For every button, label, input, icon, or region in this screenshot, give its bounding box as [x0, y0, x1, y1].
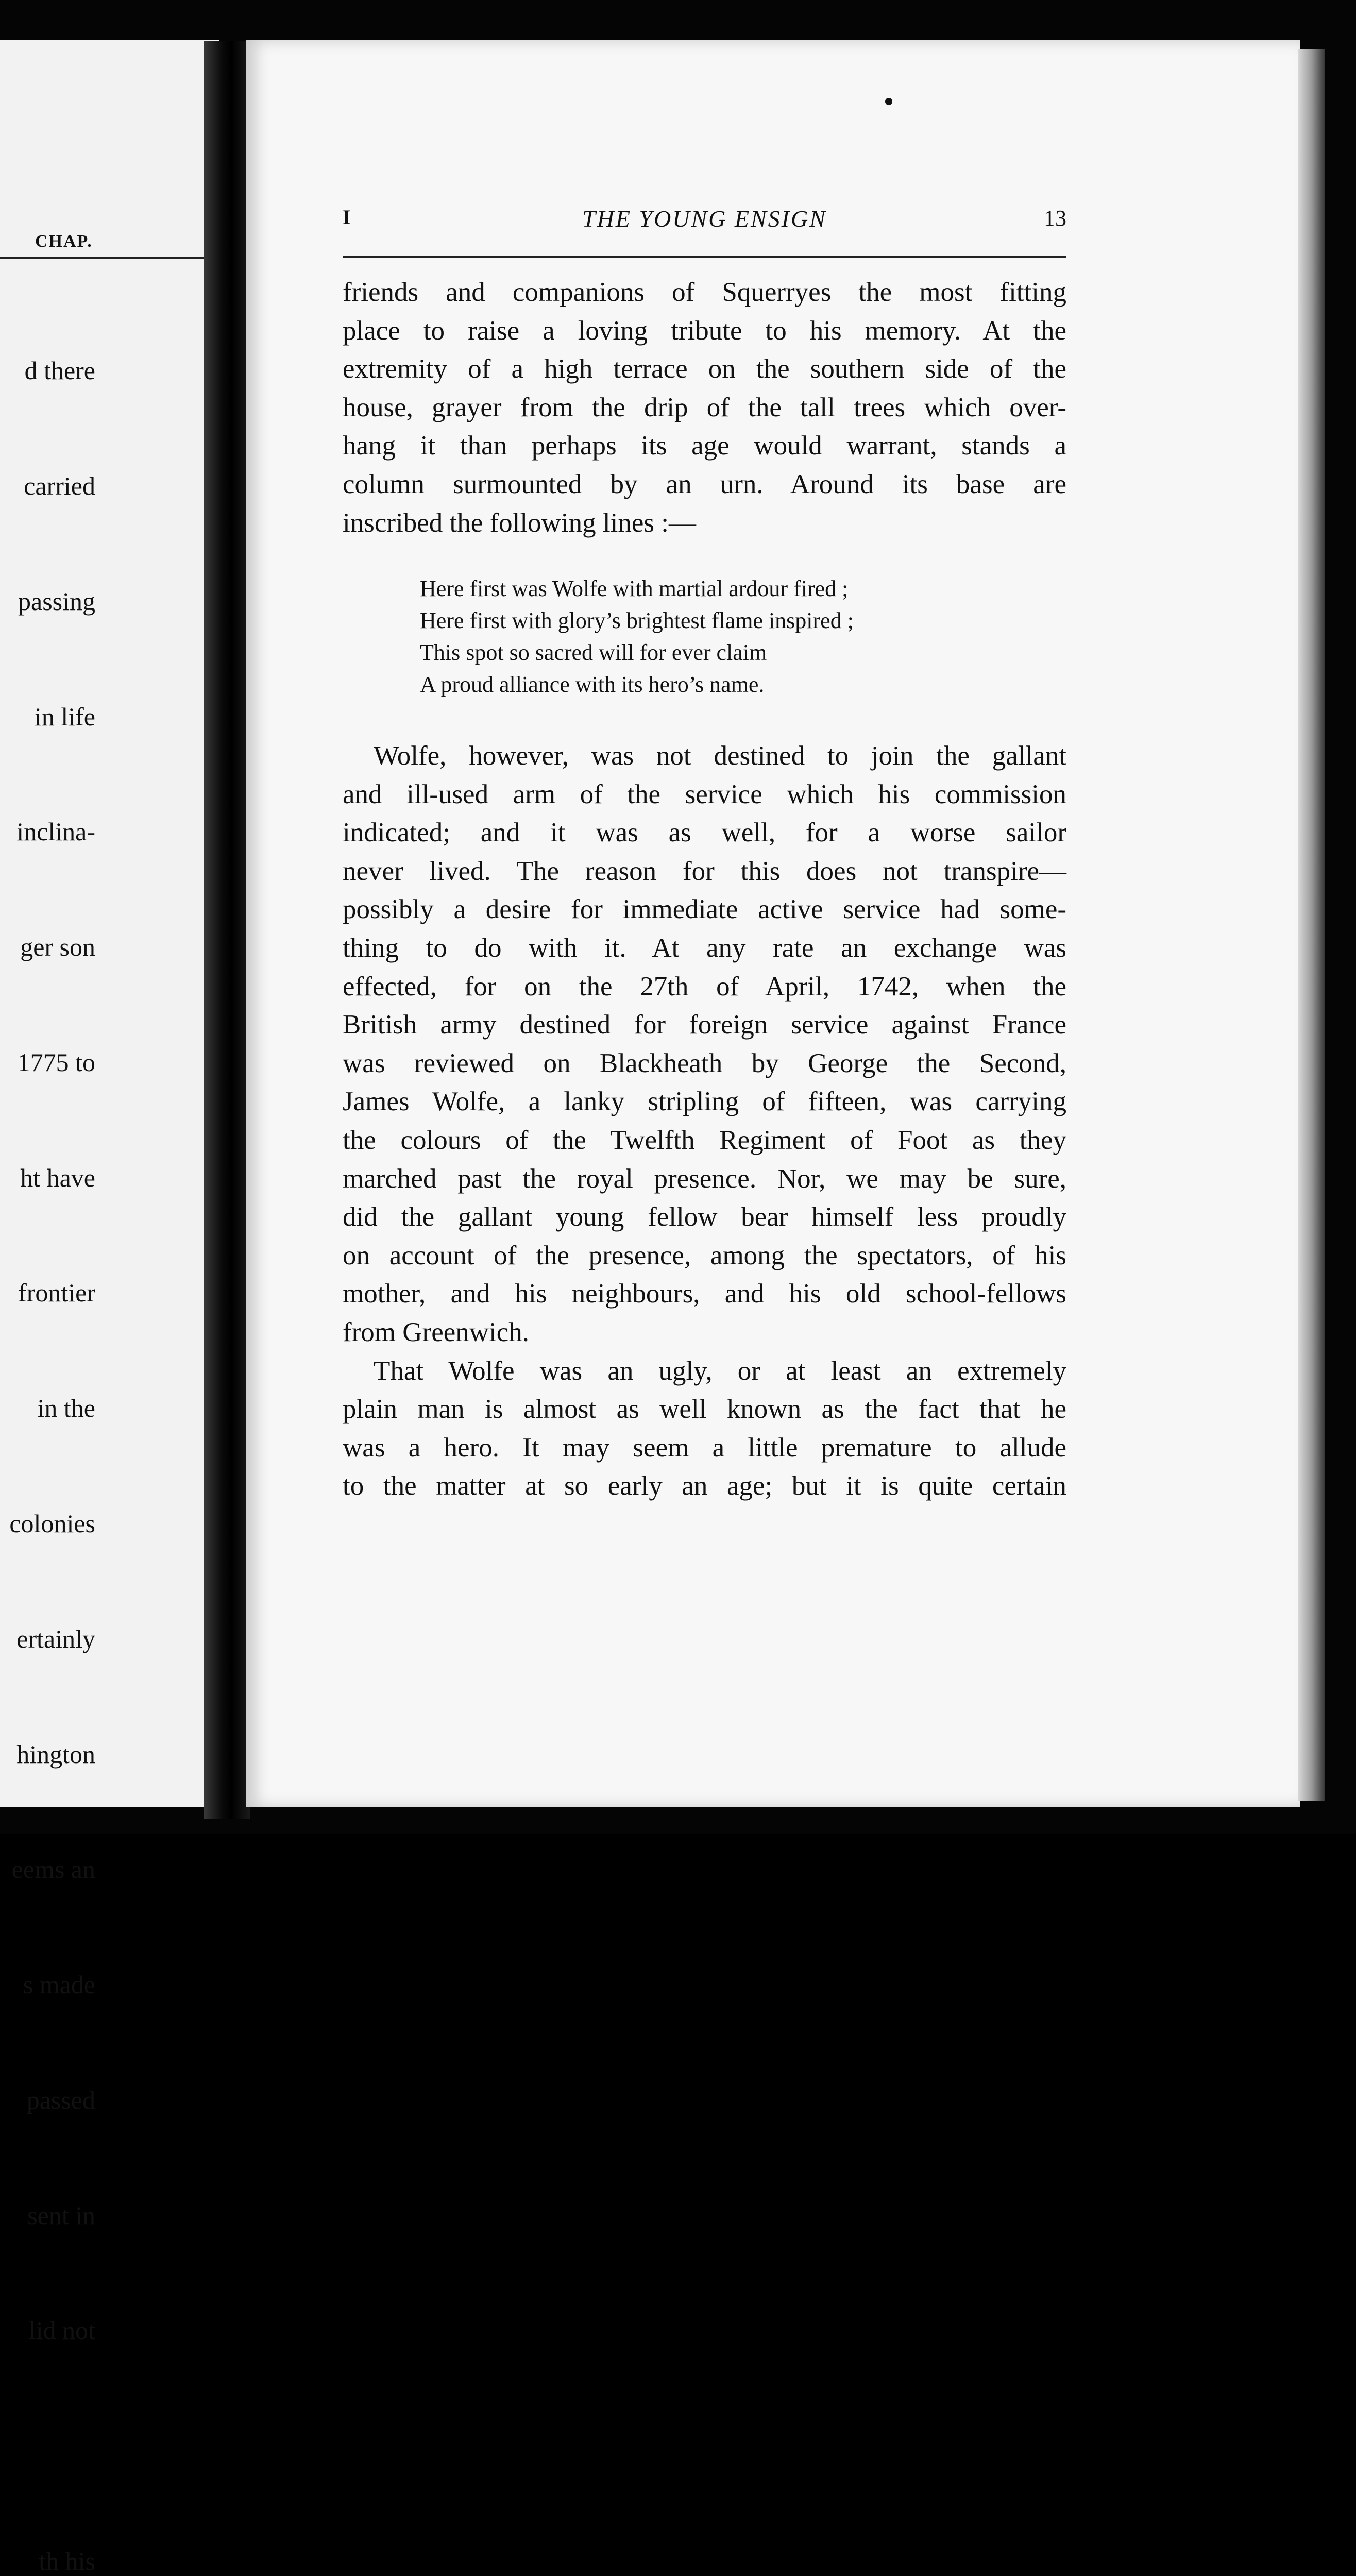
text-line: marched past the royal presence. Nor, we may be sure, — [343, 1163, 1066, 1194]
page-number: 13 — [1044, 206, 1066, 231]
left-line: frontier — [18, 1278, 95, 1308]
text-line: extremity of a high terrace on the southern side of the — [343, 354, 1066, 384]
verse-line: This spot so sacred will for ever claim — [420, 640, 767, 665]
text-line: indicated; and it was as well, for a worse sailor — [343, 818, 1066, 848]
left-header-rule — [0, 257, 219, 259]
ink-speck — [885, 98, 892, 105]
text-line: James Wolfe, a lanky stripling of fifteen, was carrying — [343, 1087, 1066, 1117]
left-chapter-label: CHAP. — [35, 232, 93, 251]
text-line: on account of the presence, among the spectators, of his — [343, 1240, 1066, 1270]
left-line: carried — [24, 471, 95, 500]
left-page — [0, 40, 219, 2576]
text-line: effected, for on the 27th of April, 1742, when the — [343, 971, 1066, 1002]
text-line: from Greenwich. — [343, 1317, 530, 1347]
text-line: was a hero. It may seem a little premature to allude — [343, 1432, 1066, 1463]
left-line: inclina- — [16, 817, 95, 846]
paragraph-1 — [343, 273, 1066, 542]
text-line: plain man is almost as well known as the fact that he — [343, 1394, 1066, 1425]
left-line: passed — [26, 2085, 95, 2114]
paragraphs-2-3 — [343, 737, 1066, 1505]
left-line: in the — [37, 1394, 95, 1423]
left-line: sent in — [27, 2200, 95, 2230]
verse-line: Here first with glory’s brightest flame inspired ; — [420, 608, 854, 633]
text-line: was reviewed on Blackheath by George the Second, — [343, 1048, 1066, 1078]
text-line: and ill-used arm of the service which his commission — [343, 779, 1066, 809]
text-line: house, grayer from the drip of the tall trees which over- — [343, 392, 1066, 422]
running-header — [343, 205, 1066, 238]
left-line: lid not — [28, 2316, 95, 2345]
left-page-text — [0, 275, 95, 2576]
book-gutter-shadow — [204, 41, 250, 1819]
left-line: colonies — [9, 1509, 95, 1538]
text-line: British army destined for foreign service against France — [343, 1010, 1066, 1040]
left-line: in life — [34, 702, 95, 731]
text-line: to the matter at so early an age; but it is quite certain — [343, 1471, 1066, 1501]
inscription-verse — [420, 573, 1038, 701]
left-line: passing — [18, 586, 95, 616]
left-line: ertainly — [16, 1624, 95, 1653]
header-rule — [343, 256, 1066, 258]
left-line — [0, 2427, 95, 2465]
left-line: ger son — [20, 933, 95, 962]
left-line: d there — [24, 356, 95, 385]
left-line: ht have — [20, 1163, 95, 1192]
text-line: never lived. The reason for this does not transpire— — [343, 856, 1066, 886]
text-line: Wolfe, however, was not destined to join the gallant — [374, 741, 1066, 771]
text-line: column surmounted by an urn. Around its base are — [343, 469, 1066, 499]
text-line: friends and companions of Squerryes the most fitting — [343, 277, 1066, 307]
text-line: the colours of the Twelfth Regiment of Foot as they — [343, 1125, 1066, 1155]
text-line: thing to do with it. At any rate an exchange was — [343, 933, 1066, 963]
running-title: THE YOUNG ENSIGN — [582, 206, 827, 232]
left-line: 1775 to — [17, 1047, 95, 1077]
verse-line: A proud alliance with its hero’s name. — [420, 672, 765, 697]
text-line: hang it than perhaps its age would warrant, stands a — [343, 431, 1066, 461]
chapter-number: I — [343, 206, 351, 229]
text-line: mother, and his neighbours, and his old school-fellows — [343, 1279, 1066, 1309]
left-line: s made — [23, 1970, 95, 1999]
left-line: eems an — [11, 1855, 95, 1884]
left-line: hington — [16, 1739, 95, 1769]
text-line: That Wolfe was an ugly, or at least an extremely — [374, 1355, 1066, 1386]
left-line: th his — [39, 2547, 95, 2576]
page-edge — [1298, 49, 1325, 1801]
text-line: possibly a desire for immediate active service had some- — [343, 894, 1066, 925]
text-line: place to raise a loving tribute to his memory. At the — [343, 315, 1066, 346]
text-line: inscribed the following lines :— — [343, 507, 696, 538]
verse-line: Here first was Wolfe with martial ardour fired ; — [420, 576, 849, 601]
text-line: did the gallant young fellow bear himself less proudly — [343, 1202, 1066, 1232]
